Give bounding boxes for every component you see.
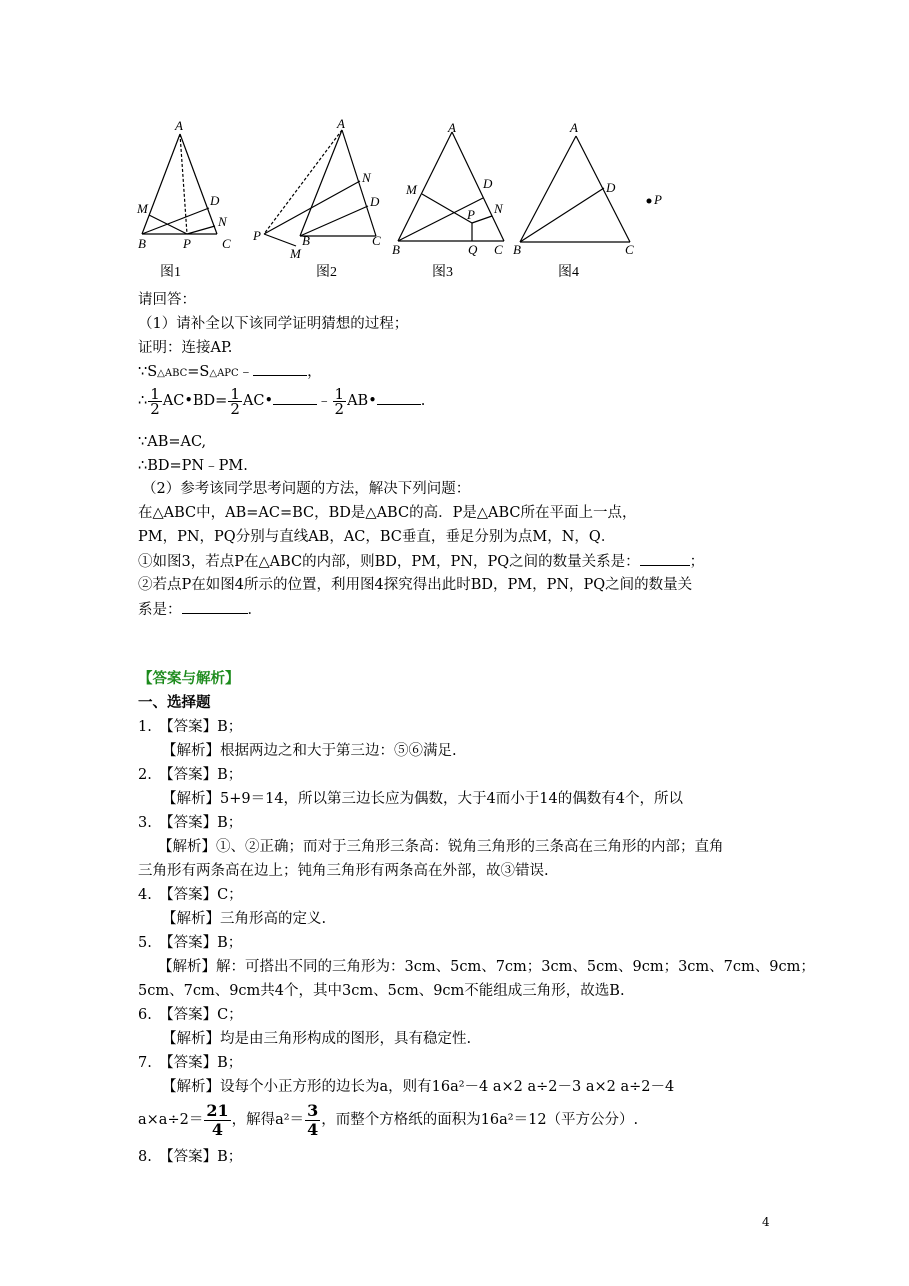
text: ∴ bbox=[138, 393, 148, 409]
explanation-7-cont bbox=[138, 1101, 638, 1139]
fig1-label: D bbox=[210, 193, 220, 208]
explanation-7: 【解析】设每个小正方形的边长为a，则有16a²－4 a×2 a÷2－3 a×2 a÷2－4 bbox=[162, 1079, 675, 1095]
answer-blank[interactable] bbox=[640, 551, 690, 566]
text: ， bbox=[307, 364, 322, 380]
text: ﹣ bbox=[317, 393, 332, 409]
context-line-1: 在△ABC中，AB=AC=BC，BD是△ABC的高．P是△ABC所在平面上一点， bbox=[138, 505, 637, 521]
fig4-point-p bbox=[647, 199, 652, 204]
numerator: 3 bbox=[307, 1100, 319, 1120]
answer-blank[interactable] bbox=[253, 361, 307, 376]
fig4-bd bbox=[520, 188, 604, 242]
fig2-label: A bbox=[337, 116, 345, 131]
answers-header: 【答案与解析】 bbox=[138, 670, 240, 687]
fig3-label: P bbox=[467, 207, 475, 222]
fig1-pn bbox=[187, 226, 215, 234]
numerator: 1 bbox=[334, 384, 345, 403]
text: 系是： bbox=[138, 602, 182, 618]
explanation-4: 【解析】三角形高的定义. bbox=[162, 911, 327, 927]
fig2-label: N bbox=[362, 170, 371, 185]
therefore-2: ∴BD=PN﹣PM. bbox=[138, 458, 248, 474]
fig1-label: B bbox=[138, 236, 146, 251]
numerator: 1 bbox=[150, 384, 160, 403]
subscript: △APC bbox=[209, 368, 239, 379]
page-number: 4 bbox=[762, 1215, 770, 1229]
fig3-label: A bbox=[448, 120, 456, 135]
text: ． bbox=[247, 602, 262, 618]
section-title: 一、选择题 bbox=[138, 694, 211, 711]
figures-svg bbox=[132, 116, 692, 286]
fig4-label: B bbox=[513, 242, 521, 257]
fig2-label: C bbox=[372, 233, 381, 248]
fraction-half bbox=[228, 384, 242, 418]
answer-1: 1. 【答案】B； bbox=[138, 719, 243, 735]
context-line-2: PM，PN，PQ分别与直线AB，AC，BC垂直，垂足分别为点M，N，Q． bbox=[138, 529, 616, 545]
subquestion-1 bbox=[138, 551, 704, 572]
fig4-label: D bbox=[606, 180, 616, 195]
numerator: 21 bbox=[206, 1100, 229, 1120]
figure-caption: 图4 bbox=[558, 265, 579, 280]
because-2: ∵AB=AC, bbox=[138, 434, 207, 450]
text: AC• bbox=[242, 393, 274, 409]
explanation-6: 【解析】均是由三角形构成的图形，具有稳定性. bbox=[162, 1031, 472, 1047]
answer-6: 6. 【答案】C； bbox=[138, 1007, 243, 1023]
fig1-label: N bbox=[218, 214, 227, 229]
fig2-label: B bbox=[302, 233, 310, 248]
subquestion-2: ②若点P在如图4所示的位置，利用图4探究得出此时BD，PM，PN，PQ之间的数量关 bbox=[138, 577, 693, 593]
text: ，解得a²＝ bbox=[231, 1112, 305, 1128]
explanation-5-cont: 5cm、7cm、9cm共4个，其中3cm、5cm、9cm不能组成三角形，故选B. bbox=[138, 983, 625, 999]
answer-4: 4. 【答案】C； bbox=[138, 887, 243, 903]
fig4-label: C bbox=[625, 242, 634, 257]
answer-8: 8. 【答案】B； bbox=[138, 1149, 243, 1165]
text: ﹣ bbox=[238, 364, 254, 380]
figure-caption: 图2 bbox=[316, 265, 337, 280]
fig3-pn bbox=[472, 216, 492, 223]
fraction bbox=[204, 1102, 230, 1139]
fraction-half bbox=[333, 384, 347, 418]
text: =S bbox=[187, 364, 210, 380]
explanation-3: 【解析】①、②正确；而对于三角形三条高：锐角三角形的三条高在三角形的内部；直角 bbox=[158, 839, 724, 855]
geometry-figures bbox=[132, 116, 692, 286]
fraction bbox=[305, 1102, 320, 1139]
answer-2: 2. 【答案】B； bbox=[138, 767, 243, 783]
fig2-pm bbox=[264, 234, 296, 246]
fig4-side-ab bbox=[520, 136, 576, 242]
fig1-label: C bbox=[222, 236, 231, 251]
prompt: 请回答： bbox=[138, 292, 196, 308]
fraction-half bbox=[148, 384, 162, 418]
text: ∵S bbox=[138, 364, 158, 380]
fig3-label: M bbox=[406, 182, 417, 197]
text: ，而整个方格纸的面积为16a²＝12（平方公分）. bbox=[321, 1112, 639, 1128]
fig1-label: A bbox=[175, 118, 183, 133]
text: a×a÷2＝ bbox=[138, 1112, 204, 1128]
text: . bbox=[420, 393, 426, 409]
fig2-label: P bbox=[253, 228, 261, 243]
denominator: 2 bbox=[230, 399, 240, 418]
text: ①如图3，若点P在△ABC的内部，则BD，PM，PN，PQ之间的数量关系是： bbox=[138, 554, 640, 570]
proof-therefore-1 bbox=[138, 384, 425, 418]
answer-blank[interactable] bbox=[273, 390, 317, 405]
fig2-side-ac bbox=[342, 130, 376, 236]
fig4-label: P bbox=[654, 192, 662, 207]
numerator: 1 bbox=[230, 384, 240, 403]
fig1-pm bbox=[149, 215, 187, 234]
fig3-label: D bbox=[483, 176, 493, 191]
fig1-label: P bbox=[183, 236, 191, 251]
text: AC•BD= bbox=[162, 393, 228, 409]
proof-start: 证明：连接AP. bbox=[138, 340, 233, 356]
figure-caption: 图3 bbox=[432, 265, 453, 280]
fig3-side-ac bbox=[452, 132, 504, 241]
subscript: △ABC bbox=[157, 368, 188, 379]
fig1-side-ab bbox=[142, 134, 180, 234]
answer-blank[interactable] bbox=[377, 390, 421, 405]
answer-3: 3. 【答案】B； bbox=[138, 815, 243, 831]
answer-5: 5. 【答案】B； bbox=[138, 935, 243, 951]
denominator: 4 bbox=[211, 1119, 224, 1139]
fig2-pn bbox=[264, 181, 360, 234]
fig3-label: B bbox=[392, 242, 400, 257]
fig1-label: M bbox=[137, 201, 148, 216]
part1: （1）请补全以下该同学证明猜想的过程； bbox=[138, 316, 409, 332]
fig2-label: M bbox=[290, 246, 301, 261]
denominator: 2 bbox=[150, 399, 160, 418]
fig3-label: Q bbox=[468, 242, 478, 257]
figure-caption: 图1 bbox=[160, 265, 181, 280]
fig4-label: A bbox=[570, 120, 578, 135]
explanation-1: 【解析】根据两边之和大于第三边：⑤⑥满足. bbox=[162, 743, 457, 759]
fig3-label: C bbox=[494, 242, 503, 257]
denominator: 4 bbox=[307, 1119, 319, 1139]
fig3-pm bbox=[422, 194, 472, 223]
fig2-ap-dashed bbox=[264, 130, 342, 234]
text: AB• bbox=[347, 393, 377, 409]
explanation-5: 【解析】解：可搭出不同的三角形为：3cm、5cm、7cm；3cm、5cm、9cm；3cm、7cm、9cm； bbox=[158, 959, 815, 975]
part2: （2）参考该同学思考问题的方法，解决下列问题： bbox=[142, 481, 471, 497]
denominator: 2 bbox=[334, 399, 345, 418]
answer-blank[interactable] bbox=[182, 599, 248, 614]
explanation-2: 【解析】5+9＝14，所以第三边长应为偶数，大于4而小于14的偶数有4个，所以 bbox=[162, 791, 683, 807]
explanation-3-cont: 三角形有两条高在边上；钝角三角形有两条高在外部，故③错误. bbox=[138, 863, 549, 879]
text: ； bbox=[689, 554, 705, 570]
fig3-label: N bbox=[494, 201, 503, 216]
answer-7: 7. 【答案】B； bbox=[138, 1055, 243, 1071]
subquestion-2-cont bbox=[138, 599, 262, 620]
proof-because-1 bbox=[138, 361, 322, 384]
fig2-label: D bbox=[370, 194, 380, 209]
